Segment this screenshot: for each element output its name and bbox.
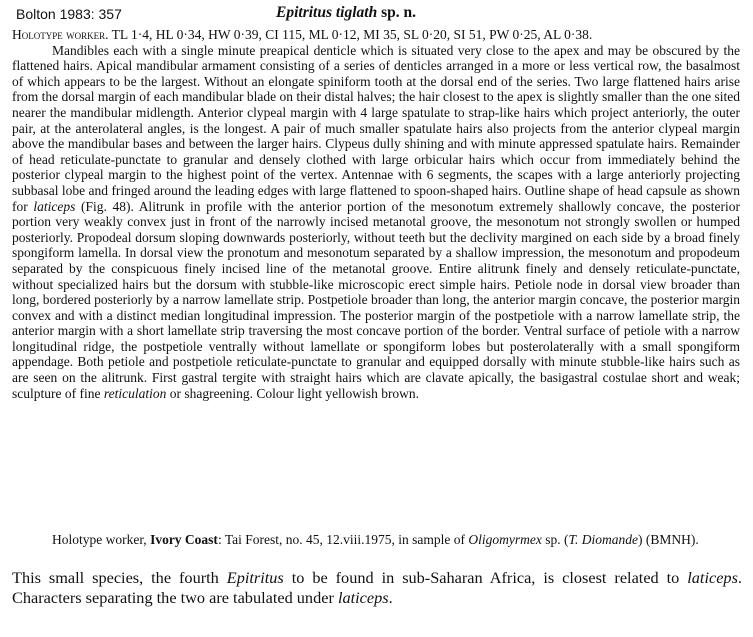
comment-paragraph <box>12 568 742 607</box>
holotype-locality: Ivory Coast <box>150 532 218 547</box>
description-paragraph <box>12 27 740 401</box>
holotype-paragraph <box>12 532 740 548</box>
comment-text-3: . Characters separating the two are tabulated under <box>12 568 742 607</box>
holotype-label: Holotype worker. <box>12 27 109 42</box>
ref-species: laticeps <box>33 198 76 214</box>
host-sp: sp. ( <box>545 532 569 547</box>
comment-genus: Epitritus <box>226 568 284 587</box>
description-text-1: Mandibles each with a single minute preapical denticle which is situated very close to the apex and may be obscured by the flattened hairs. Apical mandibular armament consisting of a series of denticles arranged in a more or less vertical row, the basalmost of which appears to be the largest. Without an elongate spiniform tooth at the dorsal end of the series. Two large flattened hairs arise from the dorsal margin of each mandibular blade on their distal halves; the hair closest to the apex is slightly smaller than the one sited nearer the mandibular midlength. Anterior clypeal margin with 4 large spatulate to strap-like hairs which project anteriorly, the outer pair, at the anterolateral angles, is the longest. A pair of much smaller spatulate hairs also projects from the anterior clypeal margin above the mandibular bases and between the larger hairs. Clypeus dully shining and with minute appressed spatulate hairs. Remainder of head reticulate-punctate to granular and densely clothed with large orbicular hairs which occur from immediately behind the posterior clypeal margin to the highest point of the vertex. Antennae with 6 segments, the scapes with a large anteriorly projecting subbasal lobe and fringed around the leading edges with large flattened to spoon-shaped hairs. Outline shape of head capsule as shown for <box>12 42 740 214</box>
ref-figure: (Fig. 48). <box>80 198 134 214</box>
species-status: sp. n. <box>381 4 417 21</box>
holotype-lead: Holotype worker, <box>52 532 147 547</box>
citation: Bolton 1983: 357 <box>16 6 122 22</box>
species-title <box>276 4 416 22</box>
description-text-2: Alitrunk in profile with the anterior portion of the mesonotum extremely shallowly concave, the posterior portion very weakly convex just in front of the narrowly incised metanotal groove, the mesonotum not strongly swollen or humped posteriorly. Propodeal dorsum sloping downwards posteriorly, without teeth but the declivity margined on each side by a broad finely spongiform lamella. In dorsal view the pronotum and mesonotum separated by a shallow impression, the mesonotum and propodeum separated by the conspicuous finely incised line of the metanotal groove. Entire alitrunk finely and densely reticulate-punctate, without specialized hairs but the dorsum with stubble-like microscopic erect simple hairs. Petiole node in dorsal view broader than long, bordered posteriorly by a narrow lamellate strip. Postpetiole broader than long, the anterior margin concave, the posterior margin convex and with a distinct median longitudinal impression. The posterior margin of the postpetiole with a narrow lamellate strip, the anterior margin with a short lamellate strip traversing the most concave portion of the border. Ventral surface of petiole with a narrow longitudinal ridge, the postpetiole ventrally without lamellate or spongiform lobes but posterolaterally with a small spongiform appendage. Both petiole and postpetiole reticulate-punctate to granular and equipped dorsally with minute stubble-like hairs such as are seen on the alitrunk. First gastral tergite with straight hairs which are clavate apically, the basigastral costulae short and weak; sculpture of fine <box>12 198 741 401</box>
term-reticulation: reticulation <box>103 385 167 401</box>
comment-species: laticeps <box>687 568 738 587</box>
holotype-details: : Tai Forest, no. 45, 12.viii.1975, in sample of <box>217 532 465 547</box>
comment-text-2: to be found in sub-Saharan Africa, is closest related to <box>291 568 680 587</box>
measurements: TL 1·4, HL 0·34, HW 0·39, CI 115, ML 0·12, MI 35, SL 0·20, SI 51, PW 0·25, AL 0·38. <box>111 27 593 42</box>
comment-text-1: This small species, the fourth <box>12 568 219 587</box>
comment-species-2: laticeps <box>337 587 389 607</box>
host-species: T. Diomande <box>568 532 638 547</box>
species-epithet: tiglath <box>335 4 378 21</box>
museum: ) (BMNH). <box>637 532 699 547</box>
species-genus: Epitritus <box>276 4 332 21</box>
host-genus: Oligomyrmex <box>468 532 542 547</box>
description-text-3: or shagreening. Colour light yellowish brown. <box>169 385 420 401</box>
comment-text-4: . <box>388 587 393 607</box>
